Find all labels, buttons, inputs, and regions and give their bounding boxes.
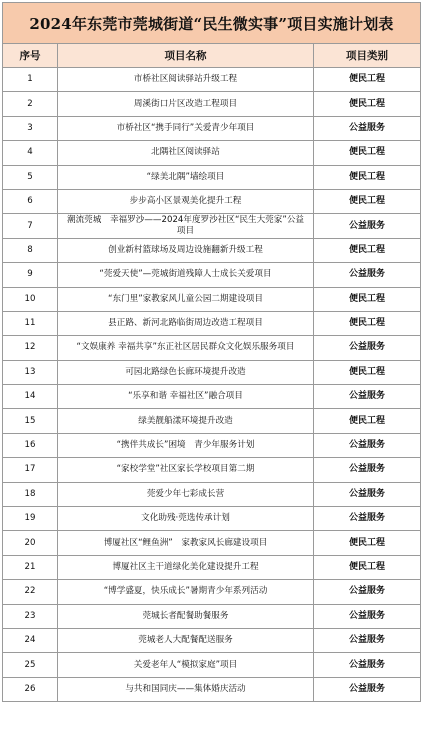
row-category: 便民工程 [314, 531, 421, 555]
row-category: 公益服务 [314, 580, 421, 604]
row-project-name: “莞爱天使”—莞城街道残障人士成长关爱项目 [58, 263, 314, 287]
table-row [3, 628, 421, 652]
row-project-name: 周溪街口片区改造工程项目 [58, 92, 314, 116]
table-row [3, 580, 421, 604]
table-row [3, 68, 421, 92]
row-category: 公益服务 [314, 653, 421, 677]
table-body [3, 68, 421, 702]
row-category: 便民工程 [314, 409, 421, 433]
table-row [3, 238, 421, 262]
row-category: 便民工程 [314, 165, 421, 189]
row-category: 便民工程 [314, 311, 421, 335]
table-row [3, 482, 421, 506]
row-project-name: 潮流莞城 幸福罗沙——2024年度罗沙社区“民生大莞家”公益项目 [58, 214, 314, 238]
row-category: 公益服务 [314, 116, 421, 140]
table-row [3, 360, 421, 384]
row-category: 便民工程 [314, 555, 421, 579]
table-row [3, 165, 421, 189]
row-category: 公益服务 [314, 433, 421, 457]
row-project-name: 莞爱少年七彩成长营 [58, 482, 314, 506]
row-project-name: “文娱康养 幸福共享”东正社区居民群众文化娱乐服务项目 [58, 336, 314, 360]
row-index: 16 [3, 433, 58, 457]
row-project-name: 步步高小区景观美化提升工程 [58, 189, 314, 213]
row-category: 便民工程 [314, 238, 421, 262]
table-row [3, 507, 421, 531]
row-index: 4 [3, 141, 58, 165]
table-row [3, 263, 421, 287]
row-index: 13 [3, 360, 58, 384]
row-project-name: 博厦社区“鲤鱼洲” 家教家风长廊建设项目 [58, 531, 314, 555]
row-category: 公益服务 [314, 336, 421, 360]
table-row [3, 433, 421, 457]
row-project-name: “绿美北隅”墙绘项目 [58, 165, 314, 189]
header-name: 项目名称 [58, 44, 314, 68]
row-project-name: 市桥社区阅读驿站升级工程 [58, 68, 314, 92]
row-index: 8 [3, 238, 58, 262]
row-index: 6 [3, 189, 58, 213]
row-project-name: 可园北路绿色长廊环境提升改造 [58, 360, 314, 384]
table-row [3, 555, 421, 579]
table-title: 2024年东莞市莞城街道“民生微实事”项目实施计划表 [3, 3, 421, 44]
row-project-name: 市桥社区“携手同行”关爱青少年项目 [58, 116, 314, 140]
row-index: 24 [3, 628, 58, 652]
row-index: 23 [3, 604, 58, 628]
table-row [3, 311, 421, 335]
row-project-name: “东门里”家教家风儿童公园二期建设项目 [58, 287, 314, 311]
row-category: 公益服务 [314, 385, 421, 409]
row-category: 公益服务 [314, 214, 421, 238]
table-row [3, 677, 421, 701]
header-index: 序号 [3, 44, 58, 68]
header-row [3, 44, 421, 68]
row-category: 公益服务 [314, 628, 421, 652]
row-index: 15 [3, 409, 58, 433]
row-project-name: 莞城老人大配餐配送服务 [58, 628, 314, 652]
row-project-name: “博学盛夏，快乐成长”暑期青少年系列活动 [58, 580, 314, 604]
project-plan-table [2, 2, 421, 702]
row-index: 1 [3, 68, 58, 92]
table-row [3, 189, 421, 213]
row-index: 17 [3, 458, 58, 482]
row-index: 9 [3, 263, 58, 287]
row-index: 5 [3, 165, 58, 189]
row-category: 便民工程 [314, 92, 421, 116]
table-row [3, 116, 421, 140]
row-index: 3 [3, 116, 58, 140]
row-index: 18 [3, 482, 58, 506]
table-row [3, 531, 421, 555]
row-project-name: 博厦社区主干道绿化美化建设提升工程 [58, 555, 314, 579]
row-project-name: 莞城长者配餐助餐服务 [58, 604, 314, 628]
table-row [3, 458, 421, 482]
table-row [3, 604, 421, 628]
row-index: 12 [3, 336, 58, 360]
header-category: 项目类别 [314, 44, 421, 68]
row-category: 便民工程 [314, 68, 421, 92]
row-project-name: “乐享和谐 幸福社区”融合项目 [58, 385, 314, 409]
row-index: 26 [3, 677, 58, 701]
row-category: 公益服务 [314, 263, 421, 287]
row-project-name: “家校学堂”社区家长学校项目第二期 [58, 458, 314, 482]
row-project-name: 与共和国同庆——集体婚庆活动 [58, 677, 314, 701]
row-project-name: 关爱老年人“模拟家庭”项目 [58, 653, 314, 677]
row-project-name: 绿美靓船漾环境提升改造 [58, 409, 314, 433]
table-row [3, 385, 421, 409]
row-index: 11 [3, 311, 58, 335]
table-row [3, 409, 421, 433]
project-plan-sheet [2, 2, 420, 702]
row-index: 25 [3, 653, 58, 677]
row-index: 21 [3, 555, 58, 579]
row-category: 便民工程 [314, 141, 421, 165]
row-category: 公益服务 [314, 482, 421, 506]
row-project-name: 创业新村篮球场及周边设施翻新升级工程 [58, 238, 314, 262]
table-row [3, 287, 421, 311]
table-row [3, 336, 421, 360]
row-category: 便民工程 [314, 287, 421, 311]
row-index: 22 [3, 580, 58, 604]
row-project-name: 北隅社区阅读驿站 [58, 141, 314, 165]
row-project-name: 县正路、新河北路临街周边改造工程项目 [58, 311, 314, 335]
table-row [3, 214, 421, 238]
row-index: 20 [3, 531, 58, 555]
row-category: 公益服务 [314, 458, 421, 482]
row-category: 便民工程 [314, 360, 421, 384]
title-row [3, 3, 421, 44]
row-project-name: “携伴共成长”困境 青少年服务计划 [58, 433, 314, 457]
row-index: 14 [3, 385, 58, 409]
row-index: 2 [3, 92, 58, 116]
row-index: 7 [3, 214, 58, 238]
row-category: 便民工程 [314, 189, 421, 213]
row-project-name: 文化助残·莞选传承计划 [58, 507, 314, 531]
row-index: 10 [3, 287, 58, 311]
table-row [3, 92, 421, 116]
row-category: 公益服务 [314, 604, 421, 628]
row-category: 公益服务 [314, 507, 421, 531]
table-row [3, 141, 421, 165]
table-row [3, 653, 421, 677]
row-category: 公益服务 [314, 677, 421, 701]
row-index: 19 [3, 507, 58, 531]
